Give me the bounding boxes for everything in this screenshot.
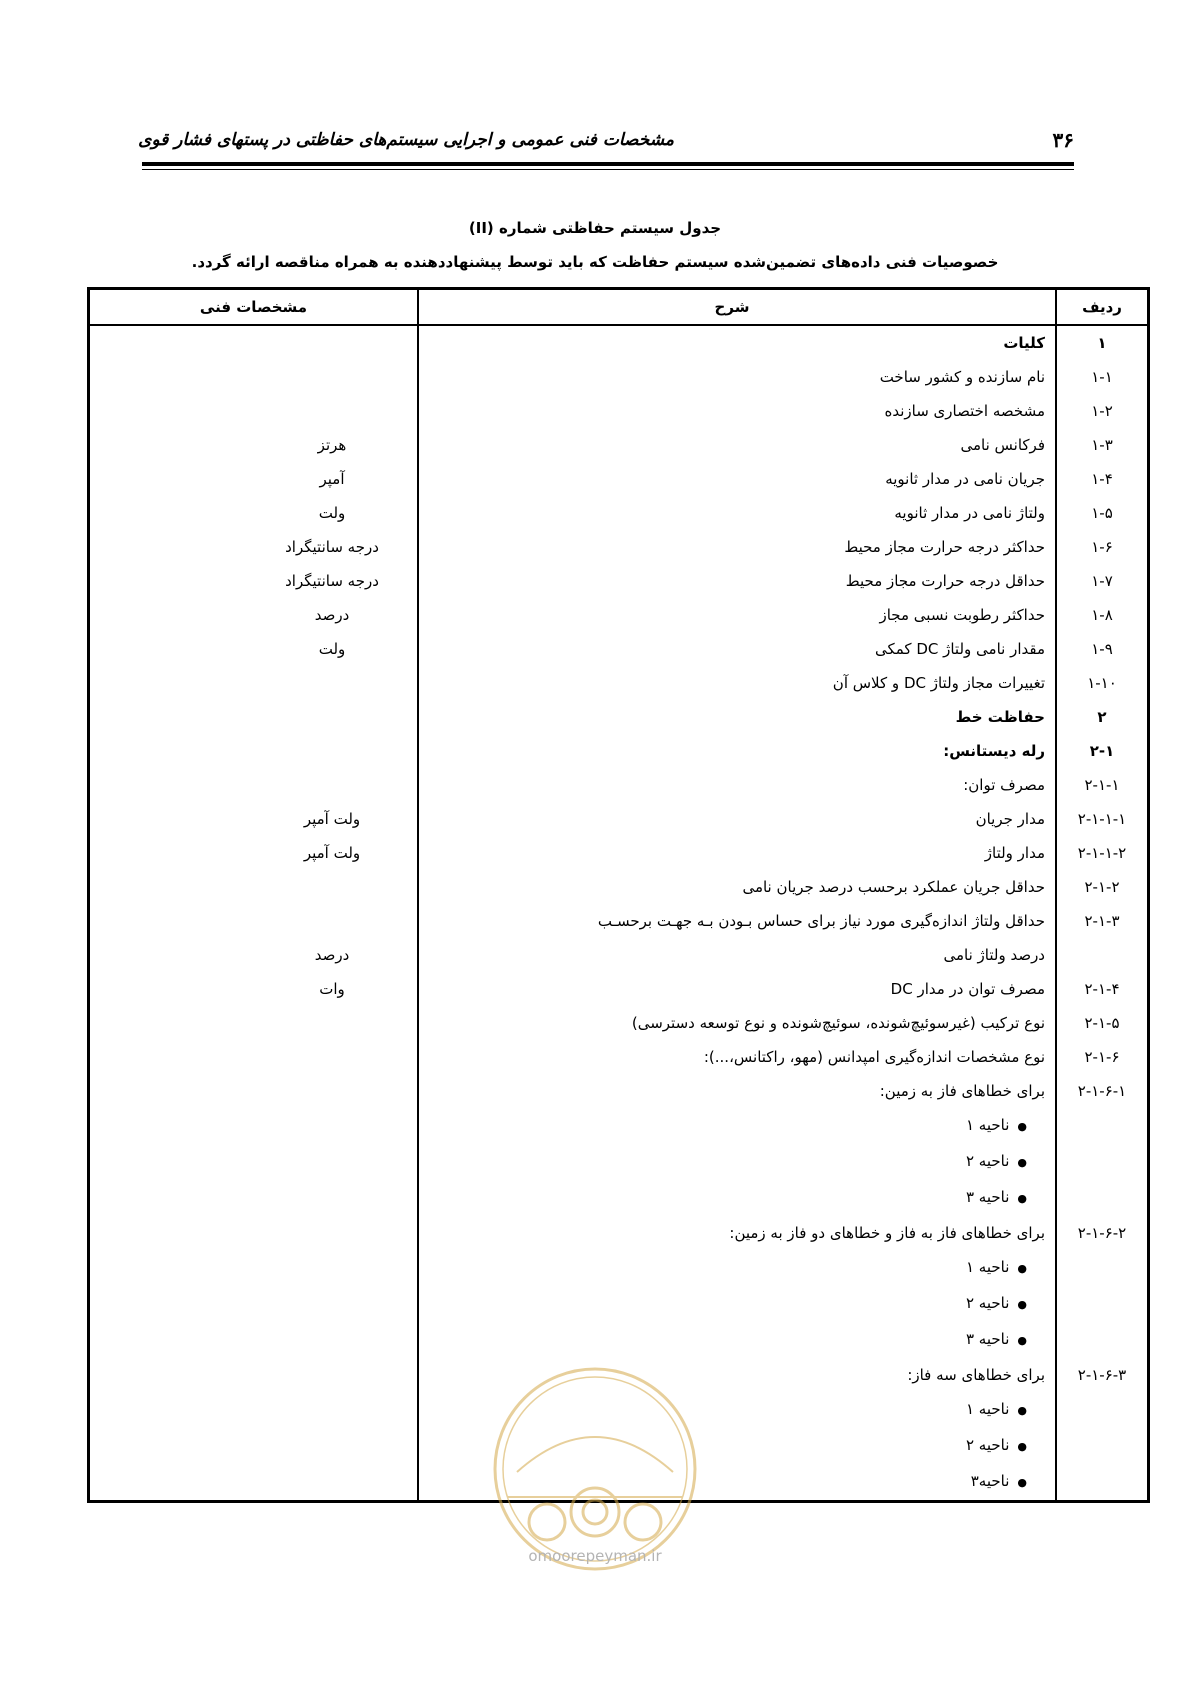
watermark-logo — [487, 1362, 703, 1576]
row-unit-cell — [89, 700, 419, 734]
table-row — [89, 530, 1149, 564]
column-header-id: ردیف — [1056, 289, 1149, 326]
row-unit-cell — [89, 325, 419, 360]
table-row — [89, 870, 1149, 904]
row-desc-cell: حداقل درجه حرارت مجاز محیط — [418, 564, 1056, 598]
table-row — [89, 666, 1149, 700]
row-id-cell: ۲-۱-۴ — [1056, 972, 1149, 1006]
table-header-row — [89, 289, 1149, 326]
row-unit-cell — [89, 1180, 419, 1216]
row-desc-cell: نوع مشخصات اندازه‌گیری امپدانس (مهو، راکتانس،...): — [418, 1040, 1056, 1074]
row-desc-cell: ● ناحیه ۳ — [418, 1322, 1056, 1358]
row-unit-cell — [89, 530, 419, 564]
row-unit-text: درجه سانتیگراد — [285, 538, 379, 556]
row-id-cell: ۱-۱۰ — [1056, 666, 1149, 700]
row-unit-cell — [89, 836, 419, 870]
row-desc-cell: حداکثر درجه حرارت مجاز محیط — [418, 530, 1056, 564]
row-id-cell — [1056, 1250, 1149, 1286]
row-id-cell: ۱-۵ — [1056, 496, 1149, 530]
row-id-cell: ۲-۱-۶-۱ — [1056, 1074, 1149, 1108]
row-unit-text: وات — [319, 980, 345, 998]
table-row — [89, 394, 1149, 428]
row-unit-cell — [89, 734, 419, 768]
row-desc-cell: ● ناحیه ۲ — [418, 1428, 1056, 1464]
row-desc-cell: برای خطاهای سه فاز: — [418, 1358, 1056, 1392]
row-desc-cell: فرکانس نامی — [418, 428, 1056, 462]
row-desc-cell: مدار جریان — [418, 802, 1056, 836]
row-unit-text: هرتز — [317, 436, 347, 454]
row-id-cell — [1056, 1180, 1149, 1216]
table-row — [89, 972, 1149, 1006]
row-desc-cell: ● ناحیه ۱ — [418, 1392, 1056, 1428]
row-unit-cell — [89, 1144, 419, 1180]
table-row — [89, 325, 1149, 360]
row-desc-cell: حفاظت خط — [418, 700, 1056, 734]
row-desc-cell: نوع ترکیب (غیرسوئیچ‌شونده، سوئیچ‌شونده و نوع توسعه دسترسی) — [418, 1006, 1056, 1040]
table-row — [89, 1250, 1149, 1286]
row-desc-cell: ● ناحیه ۲ — [418, 1286, 1056, 1322]
table-row — [89, 1144, 1149, 1180]
table-row — [89, 1286, 1149, 1322]
row-unit-cell — [89, 394, 419, 428]
row-id-cell: ۲-۱-۳ — [1056, 904, 1149, 938]
header-title: مشخصات فنی عمومی و اجرایی سیستم‌های حفاظتی در پستهای فشار قوی — [138, 130, 674, 150]
row-unit-cell — [89, 632, 419, 666]
table-body — [89, 325, 1149, 1502]
row-id-cell: ۱-۳ — [1056, 428, 1149, 462]
row-unit-text: ولت — [318, 640, 346, 658]
row-unit-text: درصد — [314, 946, 350, 964]
row-unit-cell — [89, 1358, 419, 1392]
row-desc-cell: ● ناحیه ۳ — [418, 1180, 1056, 1216]
page-number: ۳۶ — [1052, 128, 1074, 152]
row-unit-cell — [89, 496, 419, 530]
row-id-cell: ۱-۱ — [1056, 360, 1149, 394]
row-unit-text: ولت آمپر — [303, 844, 361, 862]
table-row — [89, 1006, 1149, 1040]
row-unit-cell — [89, 938, 419, 972]
row-unit-cell — [89, 428, 419, 462]
row-unit-text: درجه سانتیگراد — [285, 572, 379, 590]
row-id-cell: ۱-۷ — [1056, 564, 1149, 598]
column-header-desc: شرح — [418, 289, 1056, 326]
row-desc-cell: ● ناحیه ۱ — [418, 1108, 1056, 1144]
table-row — [89, 564, 1149, 598]
row-id-cell: ۲-۱-۶ — [1056, 1040, 1149, 1074]
row-desc-cell: درصد ولتاژ نامی — [418, 938, 1056, 972]
table-row — [89, 496, 1149, 530]
table-row — [89, 734, 1149, 768]
table-row — [89, 1108, 1149, 1144]
row-id-cell — [1056, 938, 1149, 972]
row-desc-cell: ● ناحیه ۲ — [418, 1144, 1056, 1180]
row-id-cell: ۲-۱-۵ — [1056, 1006, 1149, 1040]
row-desc-cell: رله دیستانس: — [418, 734, 1056, 768]
row-unit-cell — [89, 1392, 419, 1428]
header-rule — [142, 162, 1074, 166]
row-id-cell: ۱ — [1056, 325, 1149, 360]
table-row — [89, 700, 1149, 734]
row-desc-cell: کلیات — [418, 325, 1056, 360]
row-desc-cell: حداقل جریان عملکرد برحسب درصد جریان نامی — [418, 870, 1056, 904]
row-desc-cell: جریان نامی در مدار ثانویه — [418, 462, 1056, 496]
row-unit-cell — [89, 972, 419, 1006]
row-desc-cell: مصرف توان در مدار DC — [418, 972, 1056, 1006]
table-row — [89, 1322, 1149, 1358]
column-header-unit: مشخصات فنی — [89, 289, 419, 326]
row-id-cell: ۲-۱ — [1056, 734, 1149, 768]
row-desc-cell: ● ناحیه ۱ — [418, 1250, 1056, 1286]
row-id-cell — [1056, 1464, 1149, 1502]
row-id-cell — [1056, 1286, 1149, 1322]
row-unit-cell — [89, 1428, 419, 1464]
row-unit-cell — [89, 666, 419, 700]
row-id-cell — [1056, 1108, 1149, 1144]
table-row — [89, 632, 1149, 666]
spec-table — [87, 287, 1150, 1503]
row-desc-cell: برای خطاهای فاز به زمین: — [418, 1074, 1056, 1108]
row-desc-cell: ● ناحیه۳ — [418, 1464, 1056, 1502]
table-row — [89, 904, 1149, 938]
row-unit-cell — [89, 360, 419, 394]
page-header — [138, 128, 1074, 158]
row-desc-cell: نام سازنده و کشور ساخت — [418, 360, 1056, 394]
row-unit-cell — [89, 768, 419, 802]
row-unit-cell — [89, 802, 419, 836]
row-unit-cell — [89, 1108, 419, 1144]
row-id-cell: ۲-۱-۱-۲ — [1056, 836, 1149, 870]
row-unit-cell — [89, 1464, 419, 1502]
header-rule-thin — [142, 169, 1074, 170]
row-id-cell — [1056, 1392, 1149, 1428]
table-row — [89, 1180, 1149, 1216]
table-row — [89, 802, 1149, 836]
table-row — [89, 1040, 1149, 1074]
table-row — [89, 1216, 1149, 1250]
row-id-cell: ۱-۲ — [1056, 394, 1149, 428]
row-unit-cell — [89, 1322, 419, 1358]
row-desc-cell: مصرف توان: — [418, 768, 1056, 802]
row-id-cell — [1056, 1322, 1149, 1358]
row-desc-cell: تغییرات مجاز ولتاژ DC و کلاس آن — [418, 666, 1056, 700]
row-id-cell: ۱-۸ — [1056, 598, 1149, 632]
row-desc-cell: مدار ولتاژ — [418, 836, 1056, 870]
row-unit-cell — [89, 1250, 419, 1286]
table-row — [89, 836, 1149, 870]
table-row — [89, 1074, 1149, 1108]
row-id-cell: ۲-۱-۱-۱ — [1056, 802, 1149, 836]
table-row — [89, 598, 1149, 632]
row-unit-cell — [89, 1216, 419, 1250]
table-row — [89, 768, 1149, 802]
table-row — [89, 462, 1149, 496]
row-desc-cell: برای خطاهای فاز به فاز و خطاهای دو فاز به زمین: — [418, 1216, 1056, 1250]
row-id-cell: ۲-۱-۶-۳ — [1056, 1358, 1149, 1392]
row-unit-cell — [89, 870, 419, 904]
table-subtitle: خصوصیات فنی داده‌های تضمین‌شده سیستم حفاظت که باید توسط پیشنهاددهنده به همراه مناقصه ارائه گردد. — [191, 253, 999, 271]
watermark-url: omoorepeyman.ir — [528, 1547, 662, 1565]
row-unit-cell — [89, 462, 419, 496]
row-desc-cell: مشخصه اختصاری سازنده — [418, 394, 1056, 428]
row-desc-cell: حداکثر رطوبت نسبی مجاز — [418, 598, 1056, 632]
row-unit-cell — [89, 564, 419, 598]
row-id-cell: ۱-۴ — [1056, 462, 1149, 496]
row-id-cell: ۲-۱-۲ — [1056, 870, 1149, 904]
row-desc-cell: مقدار نامی ولتاژ DC کمکی — [418, 632, 1056, 666]
table-title: جدول سیستم حفاظتی شماره (II) — [468, 219, 722, 237]
row-id-cell: ۲ — [1056, 700, 1149, 734]
row-unit-cell — [89, 598, 419, 632]
row-unit-text: آمپر — [319, 470, 345, 488]
row-unit-cell — [89, 1040, 419, 1074]
row-desc-cell: حداقل ولتاژ اندازه‌گیری مورد نیاز برای حساس بـودن بـه جهـت برحسـب — [418, 904, 1056, 938]
row-id-cell — [1056, 1428, 1149, 1464]
row-unit-cell — [89, 1286, 419, 1322]
row-id-cell: ۲-۱-۶-۲ — [1056, 1216, 1149, 1250]
table-row — [89, 428, 1149, 462]
row-id-cell: ۱-۹ — [1056, 632, 1149, 666]
row-unit-cell — [89, 1006, 419, 1040]
row-unit-text: ولت — [318, 504, 346, 522]
row-unit-cell — [89, 1074, 419, 1108]
row-id-cell — [1056, 1144, 1149, 1180]
table-row — [89, 938, 1149, 972]
row-unit-cell — [89, 904, 419, 938]
row-unit-text: ولت آمپر — [303, 810, 361, 828]
row-id-cell: ۱-۶ — [1056, 530, 1149, 564]
row-unit-text: درصد — [314, 606, 350, 624]
row-id-cell: ۲-۱-۱ — [1056, 768, 1149, 802]
table-row — [89, 360, 1149, 394]
row-desc-cell: ولتاژ نامی در مدار ثانویه — [418, 496, 1056, 530]
